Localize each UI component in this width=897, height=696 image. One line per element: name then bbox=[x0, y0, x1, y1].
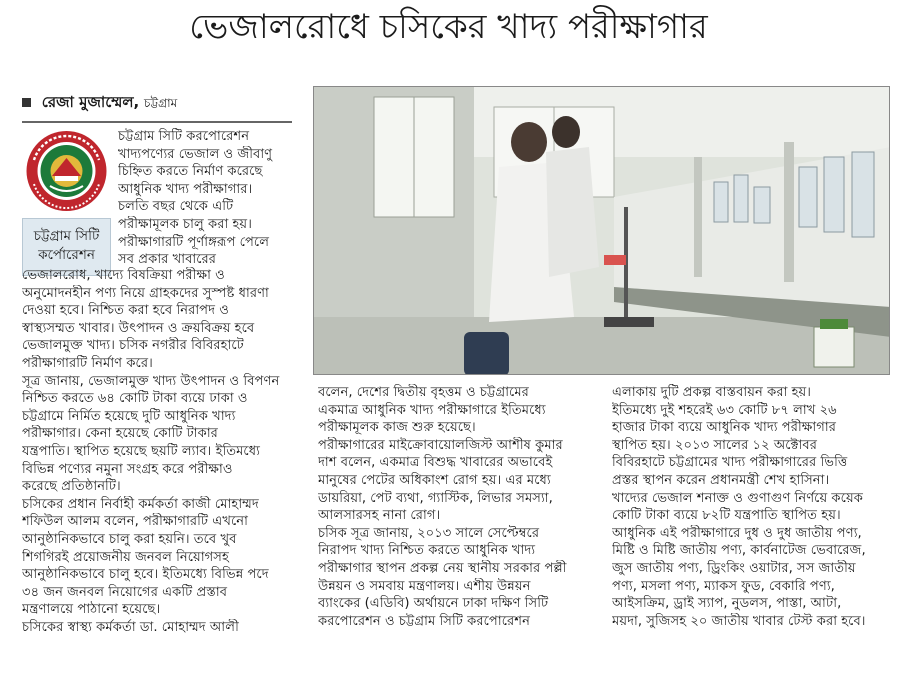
text-line: পরীক্ষাগারটি নির্মাণ করে। bbox=[22, 355, 153, 371]
byline-divider bbox=[22, 121, 292, 123]
text-line: চসিকের স্বাস্থ্য কর্মকর্তা ডা. মোহাম্মদ আলী bbox=[22, 619, 239, 635]
text-line: হাজার টাকা ব্যয়ে আধুনিক খাদ্য পরীক্ষাগার bbox=[612, 420, 836, 436]
text-line: অনুমোদনহীন পণ্য নিয়ে গ্রাহকদের সুস্পষ্ট ধারণা bbox=[22, 285, 269, 301]
text-line: চলতি বছর থেকে এটি bbox=[118, 199, 234, 215]
text-line: মিষ্টি ও মিষ্টি জাতীয় পণ্য, কার্বনাটেজ ভেবারেজ, bbox=[612, 543, 866, 559]
text-line: চসিক সূত্র জানায়, ২০১৩ সালে সেপ্টেম্বরে bbox=[318, 525, 540, 541]
text-line: বিবিরহাটে চট্টগ্রামের খাদ্য পরীক্ষাগারের ভিত্তি bbox=[612, 455, 848, 471]
text-line: আধুনিক এই পরীক্ষাগারে দুধ ও দুধ জাতীয় পণ্য, bbox=[612, 525, 862, 541]
text-line: উন্নয়ন ও সমবায় মন্ত্রণালয়। এশীয় উন্নয়ন bbox=[318, 578, 531, 594]
text-line: আলসারসহ নানা রোগ। bbox=[318, 508, 441, 524]
text-line: ডায়রিয়া, পেট ব্যথা, গ্যাস্টিক, লিভার সমস্যা, bbox=[318, 490, 553, 506]
text-line: করেছে প্রতিষ্ঠানটি। bbox=[22, 479, 121, 495]
column-1-bottom bbox=[22, 267, 302, 636]
text-line: যন্ত্রপাতি। স্থাপিত হয়েছে ছয়টি ল্যাব। ইতিমধ্যে bbox=[22, 443, 260, 459]
text-line: চট্টগ্রামে নির্মিত হয়েছে দুটি আধুনিক খাদ্য bbox=[22, 408, 236, 424]
text-line: শফিউল আলম বলেন, পরীক্ষাগারটি এখনো bbox=[22, 514, 248, 530]
text-line: চট্টগ্রাম সিটি করপোরেশন bbox=[118, 129, 250, 144]
text-line: খাদ্যের ভেজাল শনাক্ত ও গুণাগুণ নির্ণয়ে কয়েক bbox=[612, 490, 863, 506]
city-corporation-logo bbox=[22, 130, 111, 212]
text-line: ভেজালরোধ, খাদ্যে বিষক্রিয়া পরীক্ষা ও bbox=[22, 268, 225, 283]
text-line: দেওয়া হবে। নিশ্চিত করা হবে নিরাপদ ও bbox=[22, 303, 229, 319]
column-2 bbox=[318, 384, 593, 630]
text-line: মন্ত্রণালয়ে পাঠানো হয়েছে। bbox=[22, 602, 161, 618]
text-line: আনুষ্ঠানিকভাবে চালু হবে। ইতিমধ্যে বিভিন্ন পদে bbox=[22, 567, 269, 583]
text-line: আইসক্রিম, ড্রাই স্যাপ, নুডলস, পাস্তা, আটা, bbox=[612, 596, 842, 612]
text-line: পরীক্ষামূলক কাজ শুরু হয়েছে। bbox=[318, 420, 476, 436]
lab-photo bbox=[313, 86, 890, 375]
text-line: পরীক্ষামূলক চালু করা হয়। bbox=[118, 216, 252, 232]
text-line: স্থাপিত হয়। ২০১৩ সালের ১২ অক্টোবর bbox=[612, 437, 817, 453]
logo-box bbox=[22, 130, 111, 282]
logo-caption-line: চট্টগ্রাম সিটি bbox=[33, 228, 100, 244]
text-line: ভেজালমুক্ত খাদ্য। চসিক নগরীর বিবিরহাটে bbox=[22, 338, 244, 354]
text-line: শিগগিরই প্রয়োজনীয় জনবল নিয়োগসহ bbox=[22, 549, 229, 565]
text-line: পরীক্ষাগার স্থাপন প্রকল্প নেয় স্থানীয় সরকার পল্লী bbox=[318, 560, 567, 576]
column-3 bbox=[612, 384, 890, 630]
logo-caption-line: কর্পোরেশন bbox=[38, 247, 95, 263]
text-line: প্রস্তর স্থাপন করেন প্রধানমন্ত্রী শেখ হাসিনা। bbox=[612, 472, 830, 488]
text-line: সব প্রকার খাবারের bbox=[118, 252, 217, 268]
text-line: বিভিন্ন পণ্যের নমুনা সংগ্রহ করে পরীক্ষাও bbox=[22, 461, 233, 477]
text-line: পণ্য, মসলা পণ্য, ম্যাকস ফুড, বেকারি পণ্য, bbox=[612, 578, 835, 594]
text-line: এলাকায় দুটি প্রকল্প বাস্তবায়ন করা হয়। bbox=[612, 385, 812, 400]
text-line: চিহ্নিত করতে নির্মাণ করেছে bbox=[118, 164, 263, 180]
column-1-top bbox=[118, 128, 300, 269]
text-line: ইতিমধ্যে দুই শহরেই ৬৩ কোটি ৮৭ লাখ ২৬ bbox=[612, 402, 837, 418]
text-line: বলেন, দেশের দ্বিতীয় বৃহত্তম ও চট্টগ্রামের bbox=[318, 385, 529, 400]
text-line: চসিকের প্রধান নির্বাহী কর্মকর্তা কাজী মোহাম্মদ bbox=[22, 496, 259, 512]
text-line: ময়দা, সুজিসহ ২০ জাতীয় খাবার টেস্ট করা হবে। bbox=[612, 613, 866, 629]
byline bbox=[22, 92, 177, 113]
text-line: কোটি টাকা ব্যয়ে ৮২টি যন্ত্রপাতি স্থাপিত হয়। bbox=[612, 508, 841, 524]
byline-author: রেজা মুজাম্মেল, bbox=[41, 93, 140, 111]
text-line: পরীক্ষাগার। কেনা হয়েছে কোটি টাকার bbox=[22, 426, 218, 442]
text-line: পরীক্ষাগারের মাইক্রোবায়োলজিস্ট আশীষ কুমার bbox=[318, 437, 563, 453]
text-line: দাশ বলেন, একমাত্র বিশুদ্ধ খাবারের অভাবেই bbox=[318, 455, 553, 471]
text-line: আনুষ্ঠানিকভাবে চালু করা হয়নি। তবে খুব bbox=[22, 531, 237, 547]
text-line: করপোরেশন ও চট্টগ্রাম সিটি করপোরেশন bbox=[318, 613, 530, 629]
byline-bullet bbox=[22, 98, 31, 107]
text-line: মানুষের পেটের অধিকাংশ রোগ হয়। এর মধ্যে bbox=[318, 472, 551, 488]
byline-place: চট্টগ্রাম bbox=[144, 96, 178, 110]
text-line: আধুনিক খাদ্য পরীক্ষাগার। bbox=[118, 181, 253, 197]
text-line: নিরাপদ খাদ্য নিশ্চিত করতে আধুনিক খাদ্য bbox=[318, 543, 536, 559]
text-line: স্বাস্থ্যসম্মত খাবার। উৎপাদন ও ক্রয়বিক্রয় হবে bbox=[22, 320, 255, 336]
text-line: একমাত্র আধুনিক খাদ্য পরীক্ষাগারে ইতিমধ্যে bbox=[318, 402, 546, 418]
text-line: ব্যাংকের (এডিবি) অর্থায়নে ঢাকা দক্ষিণ সিটি bbox=[318, 596, 549, 612]
headline: ভেজালরোধে চসিকের খাদ্য পরীক্ষাগার bbox=[189, 7, 708, 47]
text-line: পরীক্ষাগারটি পূর্ণাঙ্গরূপ পেলে bbox=[118, 234, 270, 250]
text-line: খাদ্যপণ্যের ভেজাল ও জীবাণু bbox=[118, 146, 273, 162]
text-line: ৩৪ জন জনবল নিয়োগের একটি প্রস্তাব bbox=[22, 584, 228, 600]
text-line: সূত্র জানায়, ভেজালমুক্ত খাদ্য উৎপাদন ও বিপণন bbox=[22, 373, 280, 389]
text-line: নিশ্চিত করতে ৬৪ কোটি টাকা ব্যয়ে ঢাকা ও bbox=[22, 391, 248, 407]
text-line: জুস জাতীয় পণ্য, ড্রিংকিং ওয়াটার, সস জাতীয় bbox=[612, 560, 856, 576]
